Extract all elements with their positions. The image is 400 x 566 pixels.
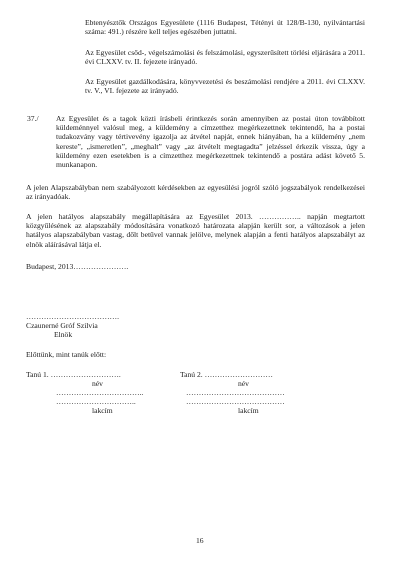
witness-1-name-caption: név xyxy=(92,379,103,388)
page-number: 16 xyxy=(196,536,204,545)
witness-1-address-caption: lakcím xyxy=(92,406,113,415)
witness-1-name-line: …………………………….. xyxy=(56,388,144,397)
date-line: Budapest, 2013…………………. xyxy=(26,262,129,271)
paragraph-accounting: Az Egyesület gazdálkodására, könyvvezetési és beszámolási rendjére a 2011. évi CLXXV. tv. V., VI. fejezete az irányadó. xyxy=(85,77,365,96)
witness-2-address-caption: lakcím xyxy=(238,406,259,415)
signatory-name: Czaunerné Gróf Szilvia xyxy=(26,321,98,330)
witness-2-name-caption: név xyxy=(238,379,249,388)
paragraph-unregulated: A jelen Alapszabályban nem szabályozott kérdésekben az egyesülési jogról szóló jogszabályok rendelkezései az irányadóak. xyxy=(26,183,365,202)
paragraph-assets-transfer: Ebtenyésztők Országos Egyesülete (1116 Budapest, Tétényi út 128/B-130, nyilvántartási száma: 491.) részére kell teljes egészében juttatni. xyxy=(85,18,365,37)
signatory-title: Elnök xyxy=(54,330,73,339)
paragraph-effective-statute: A jelen hatályos alapszabály megállapítására az Egyesület 2013. …………….. napján megtartott közgyűlésének az alapszabály módosítására vonatkozó határozata alapján került sor, a változások a jelen hatályos alapszabályban vastag, dőlt betűvel vannak jelölve, melynek alapján a fenti hatályos alapszabályt az elnök aláírásával látja el. xyxy=(26,212,365,249)
witness-2-name-line: ………………………………… xyxy=(186,388,285,397)
witness-1-address-line: ………………………….. xyxy=(56,397,136,406)
paragraph-insolvency: Az Egyesület csőd-, végelszámolási és felszámolási, egyszerűsített törlési eljárására a 2011. évi CLXXV. tv. II. fejezete irányadó. xyxy=(85,48,365,67)
witness-2-address-line: ………………………………… xyxy=(186,397,285,406)
witness-2-label: Tanú 2. ……………………… xyxy=(180,370,273,379)
item-number-37: 37./ xyxy=(27,114,39,123)
witness-1-label: Tanú 1. ………………………. xyxy=(26,370,121,379)
witness-intro: Előttünk, mint tanúk előtt: xyxy=(26,350,107,359)
signature-line: ………………………………. xyxy=(26,312,120,321)
paragraph-correspondence: Az Egyesület és a tagok közti írásbeli érintkezés során amennyiben az postai úton továbbított küldeménnyel valósul meg, a küldemény a címzetthez megérkezettnek tekintendő, ha a postai tudakozvány vagy tértivevény igazolja az átvétel napját, ennek hiányában, ha a küldemény „nem kereste”, „ismeretlen”, „meghalt” vagy „az átvételt megtagadta” jelzéssel érkezik vissza, úgy a küldemény ezen esetekben is a címzetthez megérkezettnek tekintendő a postára adást követő 5. munkanapon. xyxy=(56,114,365,170)
